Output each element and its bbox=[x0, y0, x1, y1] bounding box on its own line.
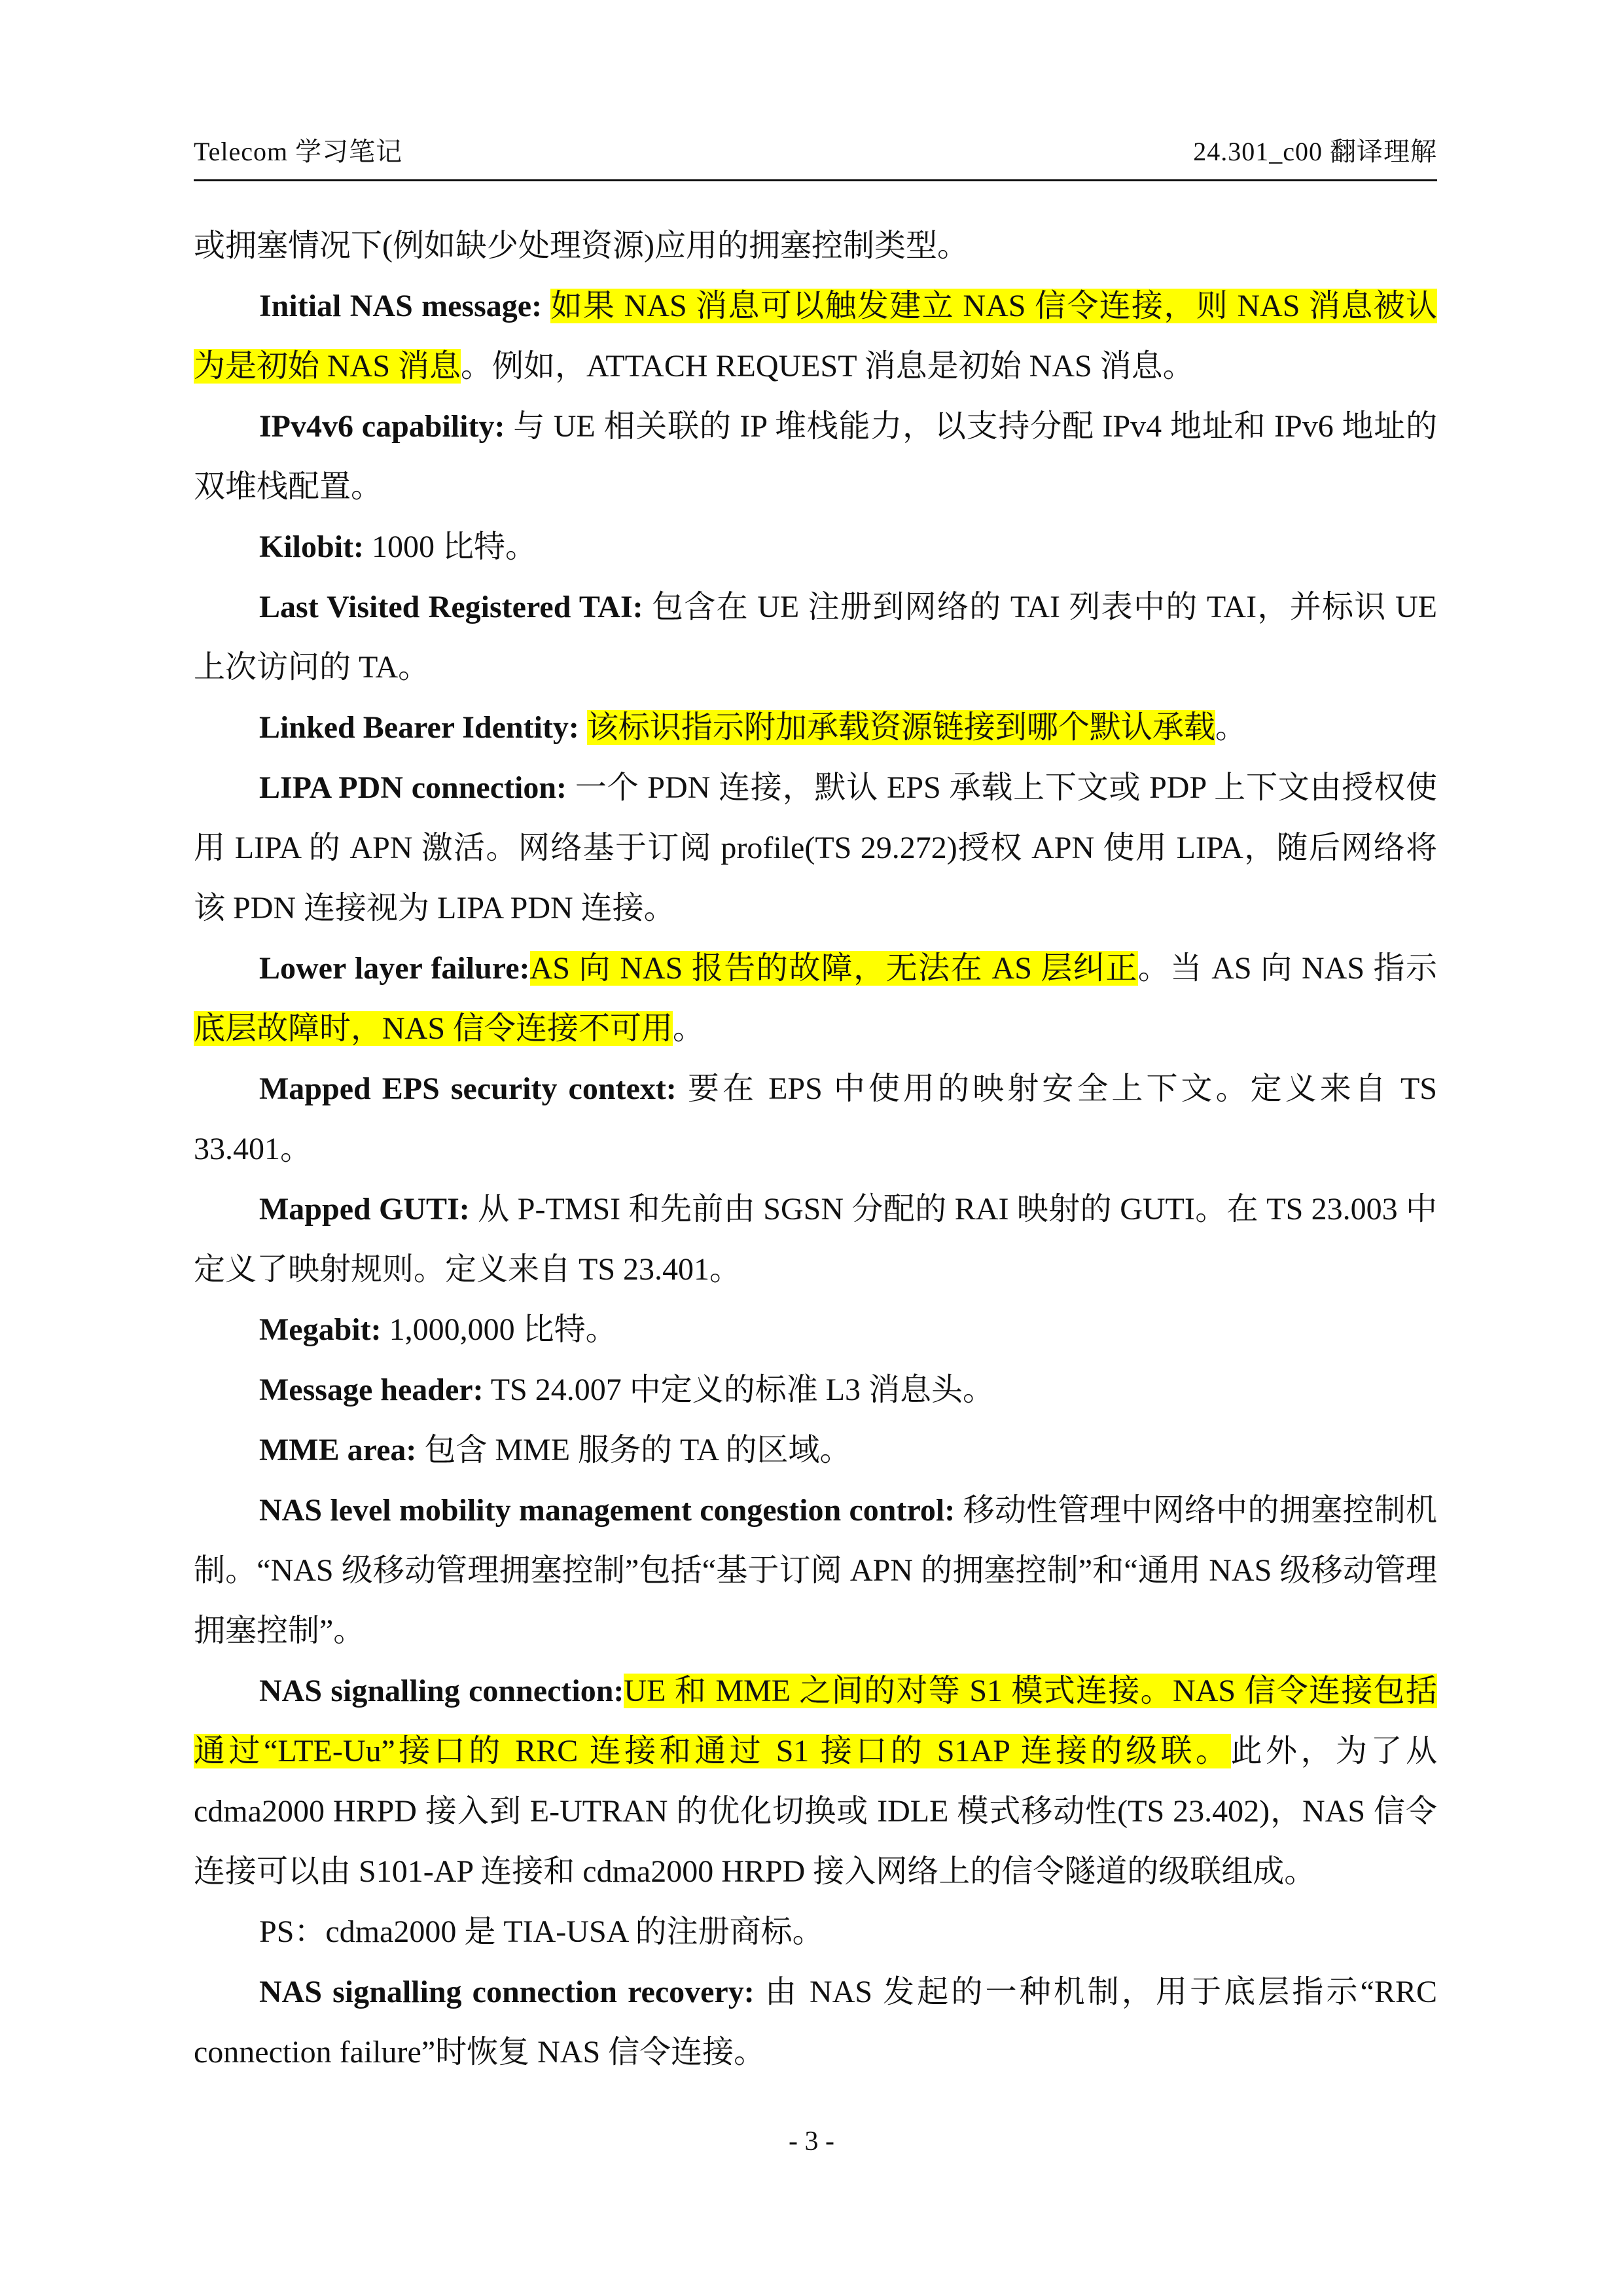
page-number: - 3 - bbox=[789, 2126, 834, 2157]
term-label: Mapped EPS security context: bbox=[259, 1071, 677, 1106]
entry-text: 1000 比特。 bbox=[372, 529, 537, 564]
entry-ipv4v6-capability bbox=[194, 397, 1437, 517]
header-divider bbox=[194, 179, 1437, 181]
entry-lipa-pdn-connection bbox=[194, 758, 1437, 939]
entry-text: 。 bbox=[673, 1011, 705, 1046]
entry-nas-mm-congestion-control bbox=[194, 1480, 1437, 1661]
entry-kilobit bbox=[194, 517, 1437, 577]
term-label: MME area: bbox=[259, 1433, 417, 1467]
intro-paragraph: 或拥塞情况下(例如缺少处理资源)应用的拥塞控制类型。 bbox=[194, 228, 969, 263]
entry-text: 1,000,000 比特。 bbox=[389, 1312, 617, 1347]
highlighted-text: AS 向 NAS 报告的故障，无法在 AS 层纠正 bbox=[529, 951, 1138, 986]
entry-text: 移动性管理中网络中的拥塞控制机制。“NAS 级移动管理拥塞控制”包括“基于订阅 APN 的拥塞控制”和“通用 NAS 级移动管理拥塞控制”。 bbox=[194, 1493, 1437, 1648]
entry-text: 从 P-TMSI 和先前由 SGSN 分配的 RAI 映射的 GUTI。在 TS 23.003 中定义了映射规则。定义来自 TS 23.401。 bbox=[194, 1192, 1437, 1287]
entry-text: 一个 PDN 连接，默认 EPS 承载上下文或 PDP 上下文由授权使用 LIPA 的 APN 激活。网络基于订阅 profile(TS 29.272)授权 APN 使用 LIPA，随后网络将该 PDN 连接视为 LIPA PDN 连接。 bbox=[194, 770, 1438, 925]
entry-mme-area bbox=[194, 1420, 1437, 1480]
term-label: Message header: bbox=[259, 1372, 484, 1407]
entry-linked-bearer-identity bbox=[194, 698, 1437, 758]
term-label: NAS signalling connection recovery: bbox=[259, 1975, 755, 2009]
term-label: NAS signalling connection: bbox=[259, 1674, 624, 1708]
entry-text: 此外，为了从 cdma2000 HRPD 接入到 E-UTRAN 的优化切换或 IDLE 模式移动性(TS 23.402)，NAS 信令连接可以由 S101-AP 连接和 cdma2000 HRPD 接入网络上的信令隧道的级联组成。 bbox=[194, 1734, 1437, 1889]
term-label: Megabit: bbox=[259, 1312, 382, 1347]
term-label: Initial NAS message: bbox=[259, 289, 543, 323]
header-title-right: 24.301_c00 翻译理解 bbox=[1193, 137, 1437, 166]
highlighted-text: 该标识指示附加承载资源链接到哪个默认承载 bbox=[586, 710, 1215, 745]
entry-nas-signalling-recovery bbox=[194, 1962, 1437, 2083]
term-label: Last Visited Registered TAI: bbox=[259, 590, 643, 624]
highlighted-text: 底层故障时，NAS 信令连接不可用 bbox=[194, 1011, 673, 1046]
entry-nas-signalling-connection bbox=[194, 1661, 1437, 1902]
term-label: Kilobit: bbox=[259, 529, 365, 564]
entry-text: 由 NAS 发起的一种机制，用于底层指示“RRC connection failure”时恢复 NAS 信令连接。 bbox=[194, 1975, 1437, 2070]
entry-mapped-eps-security-context bbox=[194, 1059, 1437, 1179]
entry-text: 。当 AS 向 NAS 指示 bbox=[1137, 951, 1437, 986]
term-label: NAS level mobility management congestion control: bbox=[259, 1493, 955, 1528]
entry-text: 与 UE 相关联的 IP 堆栈能力，以支持分配 IPv4 地址和 IPv6 地址的双堆栈配置。 bbox=[194, 409, 1438, 504]
term-label: IPv4v6 capability: bbox=[259, 409, 505, 444]
highlighted-text: 如果 NAS 消息可以触发建立 NAS 信令连接，则 NAS 消息被认为是初始 NAS 消息 bbox=[194, 289, 1438, 384]
term-label: Mapped GUTI: bbox=[259, 1192, 470, 1227]
entry-last-visited-tai bbox=[194, 577, 1437, 698]
entry-text: 。例如，ATTACH REQUEST 消息是初始 NAS 消息。 bbox=[461, 349, 1194, 384]
ps-note: PS：cdma2000 是 TIA-USA 的注册商标。 bbox=[259, 1914, 824, 1949]
entry-text: 要在 EPS 中使用的映射安全上下文。定义来自 TS 33.401。 bbox=[194, 1071, 1438, 1166]
header-title-left: Telecom 学习笔记 bbox=[194, 137, 403, 166]
highlighted-text: UE 和 MME 之间的对等 S1 模式连接。NAS 信令连接包括通过“LTE-Uu”接口的 RRC 连接和通过 S1 接口的 S1AP 连接的级联。 bbox=[194, 1674, 1437, 1768]
term-label: Linked Bearer Identity: bbox=[259, 710, 579, 745]
entry-initial-nas-message bbox=[194, 276, 1437, 397]
term-label: Lower layer failure: bbox=[259, 951, 530, 986]
term-label: LIPA PDN connection: bbox=[259, 770, 567, 805]
entry-text: 包含在 UE 注册到网络的 TAI 列表中的 TAI，并标识 UE 上次访问的 TA。 bbox=[194, 590, 1437, 685]
entry-text: 包含 MME 服务的 TA 的区域。 bbox=[424, 1433, 851, 1467]
entry-text: 。 bbox=[1215, 710, 1247, 745]
glossary-content bbox=[194, 216, 1437, 2083]
entry-mapped-guti bbox=[194, 1179, 1437, 1300]
page-header bbox=[194, 131, 1437, 183]
entry-lower-layer-failure bbox=[194, 939, 1437, 1059]
entry-message-header bbox=[194, 1360, 1437, 1420]
entry-text: TS 24.007 中定义的标准 L3 消息头。 bbox=[490, 1372, 995, 1407]
entry-megabit bbox=[194, 1300, 1437, 1360]
